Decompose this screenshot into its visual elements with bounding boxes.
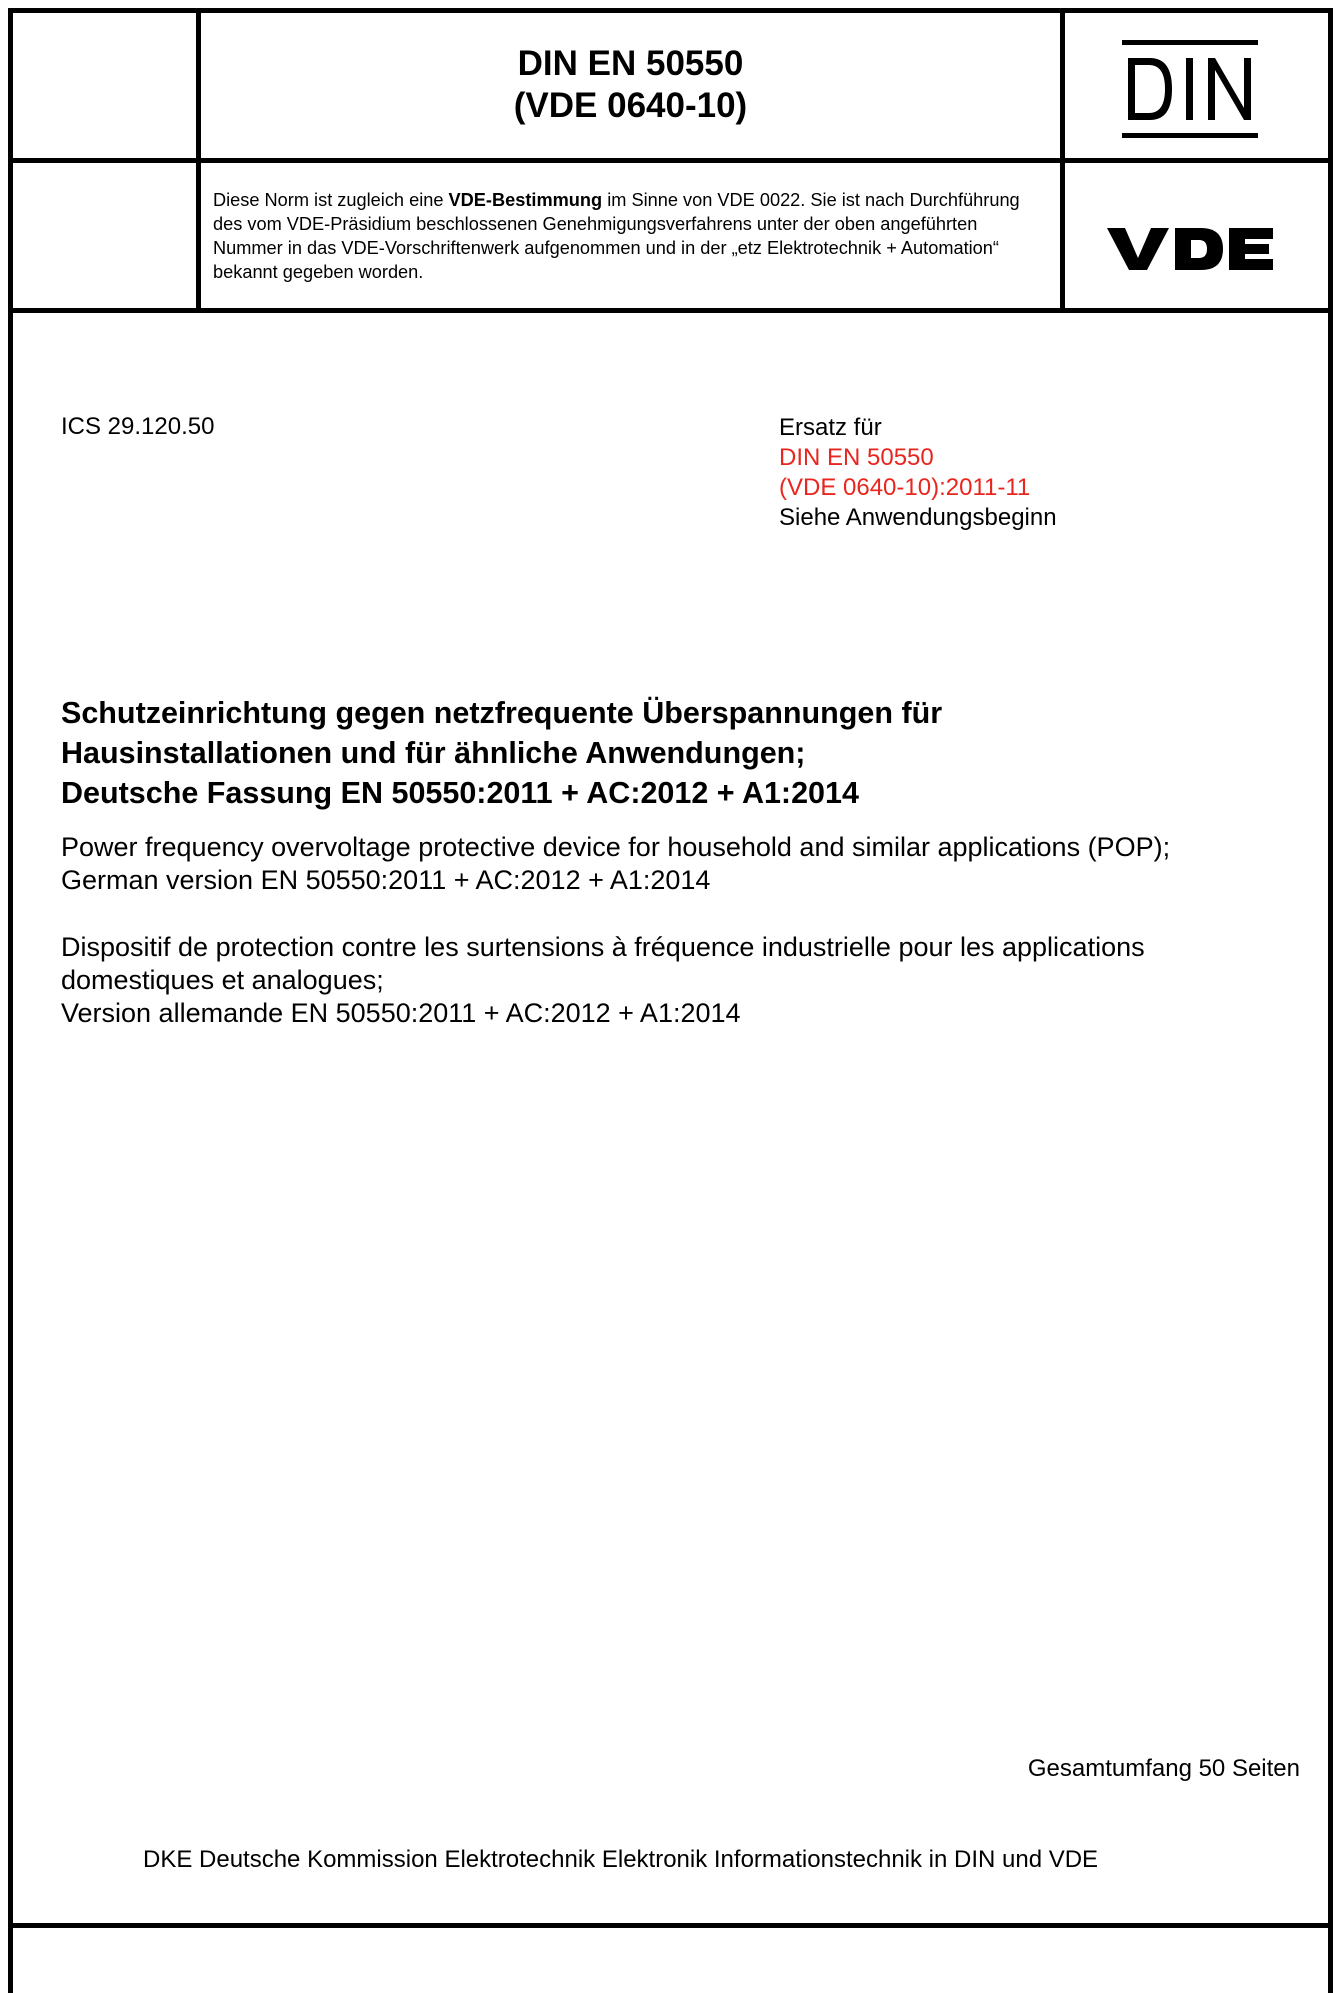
title-english-line1: Power frequency overvoltage protective device for household and similar applications (POP);	[61, 832, 1171, 862]
replacement-label: Ersatz für	[779, 414, 882, 441]
title-german-line1: Schutzeinrichtung gegen netzfrequente Überspannungen für	[61, 696, 943, 730]
vde-notice-bold: VDE-Bestimmung	[448, 190, 603, 210]
replacement-info	[779, 413, 1057, 533]
document-page	[8, 8, 1333, 1993]
vde-notice-pre: Diese Norm ist zugleich eine	[213, 190, 449, 210]
vde-logo	[1105, 218, 1275, 278]
replaced-standard-link-line1[interactable]: DIN EN 50550	[779, 444, 934, 471]
document-number-vde: (VDE 0640-10)	[513, 86, 748, 125]
title-english	[61, 831, 1311, 897]
din-logo	[1120, 38, 1260, 140]
replaced-standard-link-line2[interactable]: (VDE 0640-10):2011-11	[779, 474, 1031, 501]
vde-notice-post: im Sinne von VDE 0022. Sie ist nach Durchführung des vom VDE-Präsidium beschlossenen Genehmigungsverfahrens unter der oben angeführten Nummer in das VDE-Vorschriftenwerk aufgenommen und in der „etz Elektrotechnik + Automation“ bekannt gegeben worden.	[213, 190, 1020, 282]
title-french-line1: Dispositif de protection contre les surtensions à fréquence industrielle pour les applications	[61, 932, 1145, 962]
title-german-line2: Hausinstallationen und für ähnliche Anwendungen;	[61, 736, 806, 770]
ics-code: ICS 29.120.50	[61, 413, 215, 440]
title-english-line2: German version EN 50550:2011 + AC:2012 + A1:2014	[61, 865, 711, 895]
title-german-line3: Deutsche Fassung EN 50550:2011 + AC:2012 + A1:2014	[61, 776, 859, 810]
total-pages: Gesamtumfang 50 Seiten	[1027, 1755, 1300, 1782]
document-number-din: DIN EN 50550	[517, 44, 744, 83]
title-french-line3: Version allemande EN 50550:2011 + AC:2012 + A1:2014	[61, 998, 741, 1028]
header-divider-right	[1060, 13, 1065, 313]
footer-divider	[13, 1923, 1328, 1928]
publisher-line: DKE Deutsche Kommission Elektrotechnik Elektronik Informationstechnik in DIN und VDE	[143, 1846, 1099, 1873]
replacement-note: Siehe Anwendungsbeginn	[779, 504, 1057, 531]
vde-notice	[213, 188, 1048, 284]
title-french	[61, 931, 1311, 1030]
title-german	[61, 693, 1301, 813]
title-french-line2: domestiques et analogues;	[61, 965, 384, 995]
document-number	[201, 43, 1060, 127]
